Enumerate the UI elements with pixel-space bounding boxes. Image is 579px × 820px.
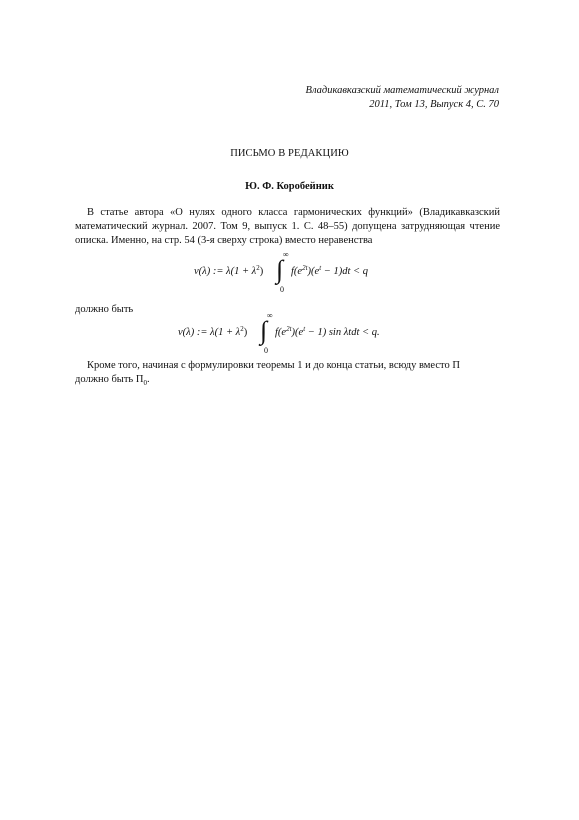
journal-name: Владикавказский математический журнал [305, 85, 499, 96]
formula-2-lower-limit: 0 [264, 346, 268, 355]
journal-issue: 2011, Том 13, Выпуск 4, С. 70 [369, 99, 499, 110]
formula-2-rparen: ) [243, 327, 248, 338]
page-title: ПИСЬМО В РЕДАКЦИЮ [230, 148, 349, 159]
connector-text: должно быть [75, 304, 134, 315]
formula-1-rparen: ) [259, 266, 264, 277]
journal-header [306, 84, 499, 112]
formula-1 [194, 264, 263, 277]
formula-2-integral-sign: ∫ [260, 316, 268, 345]
formula-2-integrand: $f(e^{2t})(e^t - 1)$ sin λtdt < q. [275, 325, 380, 338]
formula-2 [178, 325, 247, 338]
formula-2-upper-limit: ∞ [267, 311, 273, 320]
author-name: Ю. Ф. Коробейник [245, 181, 334, 192]
formula-1-upper-limit: ∞ [283, 250, 289, 259]
formula-2-lhs: ν(λ) := λ(1 + λ [178, 327, 241, 338]
formula-2-square: 2 [240, 325, 244, 333]
formula-1-integral-sign: ∫ [276, 255, 284, 284]
paragraph-2-line-2: должно быть $\Pi_0$. [75, 374, 150, 388]
formula-1-lower-limit: 0 [280, 285, 284, 294]
paragraph-1: В статье автора «О нулях одного класса гармонических функций» (Владикавказский математический журнал. 2007. Том 9, выпуск 1. С. 48–55) допущена затрудняющая чтение описка. Именно, на стр. 54 (3-я сверху строка) вместо неравенства [75, 207, 500, 246]
formula-1-lhs: ν(λ) := λ(1 + λ [194, 266, 257, 277]
formula-1-integrand: $f(e^{2t})(e^t - 1)dt < q$ [291, 264, 368, 277]
formula-1-square: 2 [256, 264, 260, 272]
paragraph-2-line-1: Кроме того, начиная с формулировки теоремы 1 и до конца статьи, всюду вместо Π [87, 360, 460, 371]
